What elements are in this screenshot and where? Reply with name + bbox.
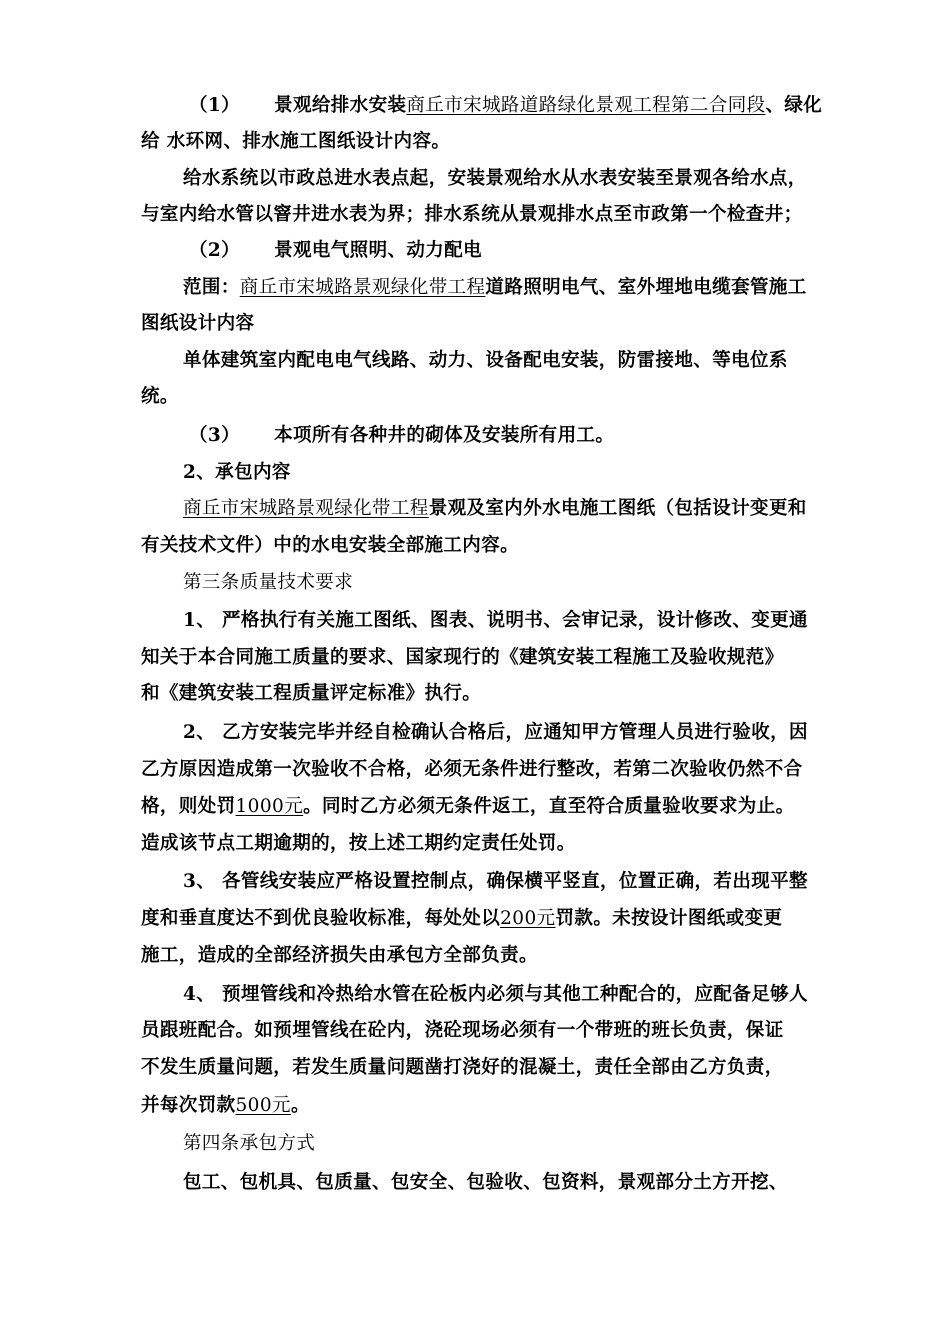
q4-text-c: 。 [290,1095,310,1116]
q2-text-c: 。同时乙方必须无条件返工，直至符合质量验收要求为止。 [303,796,795,817]
s3-number: （3） [189,425,241,446]
s2-range-text: 道路照明电气、室外埋地电缆套管施工 [485,277,807,298]
q3-text-a: 度和垂直度达不到优良验收标准，每处处以 [141,908,501,929]
penalty-amount: 1000元 [235,796,304,817]
s1-number: （1） [189,95,241,116]
project-name-underlined: 商丘市宋城路道路绿化景观工程第二合同段 [406,95,766,116]
last-line: 包工、包机具、包质量、包安全、包验收、包资料，景观部分土方开挖、 [183,1172,788,1193]
penalty-amount: 500元 [235,1095,291,1116]
article-4-heading: 第四条承包方式 [183,1133,316,1154]
q3-line1: 3、 各管线安装应严格设置控制点，确保横平竖直，位置正确，若出现平整 [183,871,808,892]
q2-line3 [141,794,950,820]
q4-line1: 4、 预埋管线和冷热给水管在砼板内必须与其他工种配合的，应配备足够人 [183,984,808,1005]
s2-heading [0,238,950,264]
s1-para1: 给水系统以市政总进水表点起，安装景观给水从水表安装至景观各给水点， [183,168,807,189]
project-name-underlined: 商丘市宋城路景观绿化带工程 [183,498,429,519]
q1-line1: 1、 严格执行有关施工图纸、图表、说明书、会审记录，设计修改、变更通 [183,610,808,631]
section-2-title: 2、承包内容 [183,462,291,483]
s2-range-line2: 图纸设计内容 [141,313,255,334]
s1-para2: 与室内给水管以窨井进水表为界；排水系统从景观排水点至市政第一个检查井； [141,204,803,225]
q4-text-a: 并每次罚款 [141,1095,236,1116]
s4-line1 [183,496,950,522]
s2-para2: 统。 [141,386,179,407]
project-name-underlined: 商丘市宋城路景观绿化带工程 [239,277,486,298]
q2-line2: 乙方原因造成第一次验收不合格，必须无条件进行整改，若第二次验收仍然不合 [141,759,803,780]
q3-line2 [141,906,950,932]
q2-line1: 2、 乙方安装完毕并经自检确认合格后，应通知甲方管理人员进行验收，因 [183,722,808,743]
s1-title: 景观给排水安装 [274,95,407,116]
s2-range-label: 范围： [183,277,240,298]
q4-line2: 员跟班配合。如预埋管线在砼内，浇砼现场必须有一个带班的班长负责，保证 [141,1020,784,1041]
q2-line4: 造成该节点工期逾期的，按上述工期约定责任处罚。 [141,833,576,854]
s3-line [0,423,950,449]
s2-para1: 单体建筑室内配电电气线路、动力、设备配电安装，防雷接地、等电位系 [183,350,788,371]
s2-number: （2） [189,240,241,261]
article-3-heading: 第三条质量技术要求 [183,572,354,593]
q2-text-a: 格，则处罚 [141,796,236,817]
q4-line3: 不发生质量问题，若发生质量问题凿打浇好的混凝土，责任全部由乙方负责， [141,1057,784,1078]
q1-line2: 知关于本合同施工质量的要求、国家现行的《建筑安装工程施工及验收规范》 [141,647,784,668]
s2-title: 景观电气照明、动力配电 [274,240,482,261]
penalty-amount: 200元 [500,908,556,929]
q3-line3: 施工，造成的全部经济损失由承包方全部负责。 [141,945,538,966]
s4-line2: 有关技术文件）中的水电安装全部施工内容。 [141,535,520,556]
s4-text: 景观及室内外水电施工图纸（包括设计变更和 [428,498,807,519]
s1-tail: 、绿化 [765,95,823,116]
s3-text: 本项所有各种井的砌体及安装所有用工。 [274,425,615,446]
q3-text-c: 罚款。未按设计图纸或变更 [555,908,783,929]
s1-line1 [0,93,950,119]
s2-range-line1 [183,275,950,301]
s1-line2: 给 水环网、排水施工图纸设计内容。 [141,131,451,152]
q1-line3: 和《建筑安装工程质量评定标准》执行。 [141,683,482,704]
q4-line4 [141,1093,950,1119]
